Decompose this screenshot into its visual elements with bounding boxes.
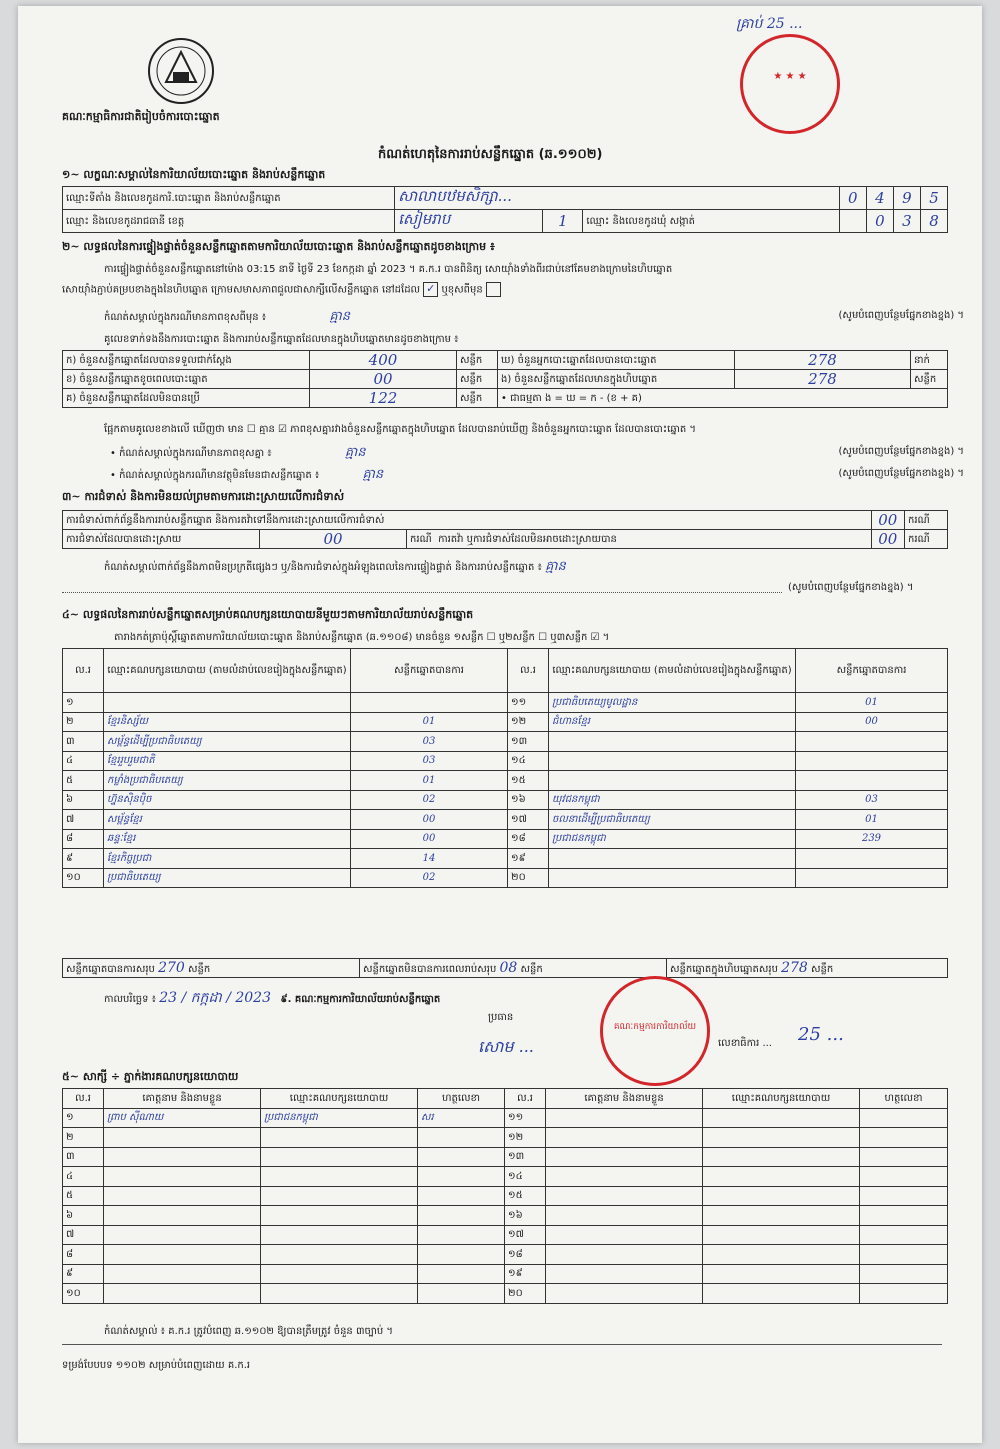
row-no: ៥ <box>63 1186 104 1206</box>
empty-cell <box>546 1225 703 1245</box>
date-value: 23 / កក្កដា / 2023 <box>159 990 271 1006</box>
empty-cell <box>418 1264 505 1284</box>
form-note: ទម្រង់បែបបទ ១១០២ សម្រាប់បំពេញដោយ គ.ក.រ <box>62 1360 251 1371</box>
col-name: គោត្តនាម និងនាមខ្លួន <box>104 1089 261 1109</box>
complaints-unit: ករណី <box>905 511 948 530</box>
commune-label: ឈ្មោះ និងលេខកូដឃុំ សង្កាត់ <box>583 210 839 233</box>
party-votes: 14 <box>351 849 508 869</box>
party-votes: 00 <box>796 712 948 732</box>
stamp-handwriting: គ្រាប់ 25 ... <box>736 16 803 32</box>
party-votes: 00 <box>351 829 508 849</box>
total-valid-value: 270 <box>158 959 185 976</box>
witness-row <box>63 1206 948 1226</box>
changed-label: ឬខុសពីមុន <box>441 284 483 296</box>
witness-row <box>63 1167 948 1187</box>
row-no: ១៣ <box>505 1147 546 1167</box>
empty-cell <box>418 1186 505 1206</box>
unit: សន្លឹក <box>187 963 211 975</box>
empty-cell <box>860 1206 948 1226</box>
row-no: ១៦ <box>505 1206 546 1226</box>
empty-cell <box>860 1186 948 1206</box>
empty-cell <box>104 1147 261 1167</box>
total-invalid <box>360 959 667 978</box>
empty-cell <box>104 1167 261 1187</box>
party-name: យុវជនកម្ពុជា <box>549 790 796 810</box>
figure-value: 400 <box>310 351 457 370</box>
empty-cell <box>546 1206 703 1226</box>
row-no: ១៣ <box>508 732 549 752</box>
party-votes <box>796 849 948 869</box>
empty-cell <box>104 1245 261 1265</box>
party-name <box>549 732 796 752</box>
results-table <box>62 648 948 888</box>
document-page <box>18 6 982 1443</box>
empty-cell <box>261 1225 418 1245</box>
col-party: ឈ្មោះគណបក្សនយោបាយ (តាមលំដាប់លេខរៀងក្នុងសន្លឹកឆ្នោត) <box>549 649 796 693</box>
col-sign: ហត្ថលេខា <box>418 1089 505 1109</box>
party-name: ហ្វ៊ុនស៊ិនប៉ិច <box>104 790 351 810</box>
figure-label: ឃ) ចំនួនអ្នកបោះឆ្នោតដែលបានបោះឆ្នោត <box>498 351 735 370</box>
table-row <box>63 771 948 791</box>
row-no: ៧ <box>63 1225 104 1245</box>
province-code-digit: 1 <box>543 210 583 233</box>
witness-row <box>63 1225 948 1245</box>
province-value: សៀមរាប <box>395 210 543 233</box>
resolved-value: 00 <box>260 530 407 549</box>
secretary-label: លេខាធិការ ... <box>718 1038 772 1049</box>
note-label: កំណត់សម្គាល់ក្នុងករណីមានភាពខុសពីមុន ៖ <box>104 312 267 323</box>
date-label: កាលបរិច្ឆេទ ៖ <box>104 994 157 1005</box>
empty-cell <box>261 1167 418 1187</box>
party-name <box>549 751 796 771</box>
empty-cell <box>418 1128 505 1148</box>
section4-intro: តារាងកត់ត្រាប៉ុស្តិ៍ឆ្នោតតាមការិយាល័យបោះឆ្នោត និងរាប់សន្លឹកឆ្នោត (ឆ.១១០៨) មានចំនួន ១សន្លឹក ☐ ឬ២សន្លឹក ☐ ឬ៣សន្លឹក ☑ ។ <box>114 632 610 643</box>
party-name: ប្រជាជនកម្ពុជា <box>549 829 796 849</box>
empty-cell <box>261 1147 418 1167</box>
party-votes: 00 <box>351 810 508 830</box>
party-name <box>549 868 796 888</box>
total-invalid-value: 08 <box>499 959 518 976</box>
irregularity-label: កំណត់សម្គាល់ពាក់ព័ន្ធនឹងភាពមិនប្រក្រតីផ្សេងៗ ឬ/និងការជំទាស់ក្នុងអំឡុងពេលនៃការផ្ទៀងផ្ទាត់ និងការរាប់សន្លឹកឆ្នោត ៖ <box>104 562 542 573</box>
table-row <box>63 693 948 713</box>
row-no: ២ <box>63 1128 104 1148</box>
empty-cell <box>418 1225 505 1245</box>
secretary-signature: 25 ... <box>798 1024 844 1045</box>
party-votes: 01 <box>796 810 948 830</box>
empty-cell <box>261 1245 418 1265</box>
empty-cell <box>546 1186 703 1206</box>
resolved-label: ការជំទាស់ដែលបានដោះស្រាយ <box>63 530 260 549</box>
col-votes: សន្លឹកឆ្នោតបានការ <box>351 649 508 693</box>
party-name: សម្ព័ន្ធខ្មែរ <box>104 810 351 830</box>
chair-signature: សោម ... <box>478 1037 534 1056</box>
row-no: ៩ <box>63 849 104 869</box>
figure-unit: សន្លឹក <box>457 370 498 389</box>
row-no: ១៧ <box>508 810 549 830</box>
same-checkbox[interactable]: ✓ <box>423 282 438 297</box>
empty-cell <box>104 1128 261 1148</box>
row-no: ១ <box>63 693 104 713</box>
page-title: កំណត់ហេតុនៃការរាប់សន្លឹកឆ្នោត (ឆ.១១០២) <box>378 147 603 162</box>
location-value: សាលាបឋមសិក្សា... <box>395 187 840 210</box>
resolved-unit: ករណី <box>410 533 432 545</box>
empty-cell <box>261 1128 418 1148</box>
figure-unit: នាក់ <box>911 351 948 370</box>
party-name: សម្ព័ន្ធដើម្បីប្រជាធិបតេយ្យ <box>104 732 351 752</box>
total-invalid-label: សន្លឹកឆ្នោតមិនបានការពេលរាប់សរុប <box>363 963 497 975</box>
figure-label: ង) ចំនួនសន្លឹកឆ្នោតដែលមានក្នុងហិបឆ្នោត <box>498 370 735 389</box>
chair-label: ប្រធាន <box>488 1012 514 1023</box>
party-name <box>549 849 796 869</box>
empty-cell <box>418 1284 505 1304</box>
figure-value: 278 <box>735 351 911 370</box>
witness-sign: សរ <box>418 1108 505 1128</box>
commune-code-digit: 3 <box>893 210 920 233</box>
row-no: ១៥ <box>505 1186 546 1206</box>
fill-hint: (សូមបំពេញបន្ថែមផ្នែកខាងខ្នង) ។ <box>838 310 964 321</box>
location-label: ឈ្មោះទីតាំង និងលេខកូដការិ.បោះឆ្នោត និងរាប់សន្លឹកឆ្នោត <box>63 187 395 210</box>
table-row <box>63 810 948 830</box>
table-row <box>63 712 948 732</box>
nec-logo <box>146 36 216 106</box>
verification-paragraph: ការផ្ទៀងផ្ទាត់ចំនួនសន្លឹកឆ្នោតនៅម៉ោង 03:15 នាទី ថ្ងៃទី 23 ខែកក្កដា ឆ្នាំ 2023 ។ គ.ក.រ បានពិនិត្យ សោយ៉ាំងទាំងពីរជាប់នៅគែមខាងក្រោមនៃហិបឆ្នោត <box>104 264 673 275</box>
official-stamp-top: ★ ★ ★ <box>740 34 840 134</box>
party-name: កម្លាំងប្រជាធិបតេយ្យ <box>104 771 351 791</box>
party-name: ឆន្ទៈខ្មែរ <box>104 829 351 849</box>
party-votes: 01 <box>351 712 508 732</box>
empty-cell <box>703 1128 860 1148</box>
unresolved-unit: ករណី <box>905 530 948 549</box>
witness-row <box>63 1108 948 1128</box>
empty-cell <box>261 1206 418 1226</box>
party-name: ប្រជាធិបតេយ្យ <box>104 868 351 888</box>
discrepancy-note <box>110 444 964 463</box>
empty-cell <box>418 1147 505 1167</box>
note-value: គ្មាន <box>329 309 350 324</box>
row-no: ១៨ <box>508 829 549 849</box>
row-no: ៣ <box>63 1147 104 1167</box>
row-no: ១៦ <box>508 790 549 810</box>
empty-cell <box>418 1206 505 1226</box>
party-votes: 03 <box>351 751 508 771</box>
row-no: ១៥ <box>508 771 549 791</box>
col-sign: ហត្ថលេខា <box>860 1089 948 1109</box>
committee-stamp <box>600 976 710 1086</box>
party-votes: 03 <box>796 790 948 810</box>
verification-text: សោយ៉ាំងភ្ជាប់គម្របខាងក្នុងនៃហិបឆ្នោត ក្រោមសមាសភាពជួលជាសាក្សីលើសន្លឹកឆ្នោត នៅដដែល <box>62 284 421 296</box>
witness-table <box>62 1088 948 1304</box>
row-no: ៧ <box>63 810 104 830</box>
empty-cell <box>860 1128 948 1148</box>
witness-row <box>63 1245 948 1265</box>
empty-cell <box>104 1225 261 1245</box>
table-row <box>63 751 948 771</box>
witness-name: ព្រាប សុីណាយ <box>104 1108 261 1128</box>
party-votes <box>796 732 948 752</box>
section1-heading: ១~ លក្ខណៈសម្គាល់នៃការិយាល័យបោះឆ្នោត និងរាប់សន្លឹកឆ្នោត <box>62 168 326 181</box>
complaints-table <box>62 510 948 549</box>
unresolved-value: 00 <box>871 530 904 549</box>
irregularity-note <box>104 558 964 577</box>
witness-party: ប្រជាជនកម្ពុជា <box>261 1108 418 1128</box>
row-no: ៨ <box>63 1245 104 1265</box>
total-valid-label: សន្លឹកឆ្នោតបានការសរុប <box>66 963 155 975</box>
formula-text: • ជាធម្មតា ង = ឃ = ក - (ខ + គ) <box>498 389 948 408</box>
empty-cell <box>860 1108 948 1128</box>
empty-cell <box>703 1225 860 1245</box>
empty-cell <box>418 1245 505 1265</box>
party-name <box>549 771 796 791</box>
figure-value: 122 <box>310 389 457 408</box>
row-no: ១១ <box>508 693 549 713</box>
row-no: ៩ <box>63 1264 104 1284</box>
total-box-value: 278 <box>781 959 808 976</box>
total-box-label: សន្លឹកឆ្នោតក្នុងហិបឆ្នោតសរុប <box>670 963 778 975</box>
empty-cell <box>546 1264 703 1284</box>
commune-code-digit: 8 <box>920 210 947 233</box>
section5-heading: ៥~ សាក្សី ÷ ភ្នាក់ងារគណបក្សនយោបាយ <box>62 1070 239 1083</box>
empty-cell <box>703 1108 860 1128</box>
party-name <box>104 693 351 713</box>
complaints-value: 00 <box>871 511 904 530</box>
row-no: ១៤ <box>508 751 549 771</box>
total-box <box>667 959 948 978</box>
party-votes: 02 <box>351 790 508 810</box>
row-no: ៨ <box>63 829 104 849</box>
empty-cell <box>418 1167 505 1187</box>
empty-cell <box>703 1245 860 1265</box>
empty-cell <box>104 1264 261 1284</box>
stamp-text: គណៈកម្មការការិយាល័យ <box>613 1022 697 1032</box>
row-no: ១០ <box>63 1284 104 1304</box>
discrepancy-note-value: គ្មាន <box>344 445 366 460</box>
figures-table <box>62 350 948 408</box>
empty-cell <box>546 1245 703 1265</box>
note-line <box>104 308 964 327</box>
empty-cell <box>261 1186 418 1206</box>
empty-cell <box>860 1225 948 1245</box>
discrepancy-note-label: • កំណត់សម្គាល់ក្នុងករណីមានភាពខុសគ្នា ៖ <box>110 448 272 459</box>
party-votes: 01 <box>796 693 948 713</box>
section2-heading: ២~ លទ្ធផលនៃការផ្ទៀងផ្ទាត់ចំនួនសន្លឹកឆ្នោតតាមការិយាល័យបោះឆ្នោត និងរាប់សន្លឹកឆ្នោតដូចខាងក្រោម ៖ <box>62 240 495 253</box>
witness-row <box>63 1186 948 1206</box>
row-no: ១០ <box>63 868 104 888</box>
empty-cell <box>546 1167 703 1187</box>
unit: សន្លឹក <box>520 963 543 975</box>
changed-checkbox[interactable] <box>486 282 501 297</box>
empty-cell <box>860 1167 948 1187</box>
unresolved-text: ការតវ៉ា ឬការជំទាស់ដែលមិនអាចដោះស្រាយបាន <box>438 533 617 545</box>
table-row <box>63 829 948 849</box>
province-label: ឈ្មោះ និងលេខកូដរាជធានី ខេត្ត <box>63 210 395 233</box>
figure-unit: សន្លឹក <box>457 389 498 408</box>
dotted-line <box>62 592 782 593</box>
code-cell <box>839 210 866 233</box>
empty-cell <box>703 1206 860 1226</box>
fill-hint: (សូមបំពេញបន្ថែមផ្នែកខាងខ្នង) ។ <box>838 446 964 457</box>
witness-row <box>63 1128 948 1148</box>
row-no: ១៩ <box>505 1264 546 1284</box>
table-row <box>63 868 948 888</box>
row-no: ៤ <box>63 1167 104 1187</box>
row-no: ៣ <box>63 732 104 752</box>
section1-table <box>62 186 948 233</box>
party-votes: 01 <box>351 771 508 791</box>
col-no: ល.រ <box>508 649 549 693</box>
witness-row <box>63 1264 948 1284</box>
figure-unit: សន្លឹក <box>911 370 948 389</box>
row-no: ១៧ <box>505 1225 546 1245</box>
party-name: ខ្មែរនិស្ស័យ <box>104 712 351 732</box>
party-name: ប្រជាធិបតេយ្យមូលដ្ឋាន <box>549 693 796 713</box>
empty-cell <box>261 1264 418 1284</box>
row-no: ២០ <box>505 1284 546 1304</box>
row-no: ៤ <box>63 751 104 771</box>
party-votes: 239 <box>796 829 948 849</box>
total-valid <box>63 959 360 978</box>
row-no: ៦ <box>63 790 104 810</box>
table-row <box>63 790 948 810</box>
party-name: ជំហានខ្មែរ <box>549 712 796 732</box>
empty-cell <box>703 1147 860 1167</box>
totals-table <box>62 958 948 978</box>
row-no: ១១ <box>505 1108 546 1128</box>
empty-cell <box>860 1245 948 1265</box>
fill-hint: (សូមបំពេញបន្ថែមផ្នែកខាងខ្នង) ។ <box>788 582 914 593</box>
verification-paragraph-2 <box>62 282 942 298</box>
table-row <box>63 732 948 752</box>
col-party: ឈ្មោះគណបក្សនយោបាយ <box>703 1089 860 1109</box>
party-votes: 02 <box>351 868 508 888</box>
row-no: ១៨ <box>505 1245 546 1265</box>
col-party: ឈ្មោះគណបក្សនយោបាយ (តាមលំដាប់លេខរៀងក្នុងសន្លឹកឆ្នោត) <box>104 649 351 693</box>
empty-cell <box>703 1186 860 1206</box>
location-code-digit: 4 <box>866 187 893 210</box>
table-row <box>63 849 948 869</box>
party-votes: 03 <box>351 732 508 752</box>
irregularity-value: គ្មាន <box>545 559 566 574</box>
empty-cell <box>703 1264 860 1284</box>
figure-label: ខ) ចំនួនសន្លឹកឆ្នោតខូចពេលបោះឆ្នោត <box>63 370 310 389</box>
col-no: ល.រ <box>63 649 104 693</box>
figure-value: 278 <box>735 370 911 389</box>
location-code-digit: 9 <box>893 187 920 210</box>
empty-cell <box>703 1284 860 1304</box>
party-votes <box>351 693 508 713</box>
unit: សន្លឹក <box>811 963 834 975</box>
party-votes <box>796 868 948 888</box>
footer-note: កំណត់សម្គាល់ ៖ គ.ក.រ ត្រូវបំពេញ ឆ.១១០២ ឱ្យបានត្រឹមត្រូវ ចំនួន ៣ច្បាប់ ។ <box>104 1326 393 1337</box>
empty-cell <box>104 1284 261 1304</box>
row-no: ២ <box>63 712 104 732</box>
empty-cell <box>546 1147 703 1167</box>
col-name: គោត្តនាម និងនាមខ្លួន <box>546 1089 703 1109</box>
foreign-object-note <box>110 466 964 485</box>
party-votes <box>796 751 948 771</box>
party-votes <box>796 771 948 791</box>
figure-label: ក) ចំនួនសន្លឹកឆ្នោតដែលបានទទួលជាក់ស្តែង <box>63 351 310 370</box>
location-code-digit: 5 <box>920 187 947 210</box>
col-no: ល.រ <box>505 1089 546 1109</box>
foreign-object-value: គ្មាន <box>362 467 384 482</box>
row-no: ១៤ <box>505 1167 546 1187</box>
section4-heading: ៤~ លទ្ធផលនៃការរាប់សន្លឹកឆ្នោតសម្រាប់គណបក្សនយោបាយនីមួយៗតាមការិយាល័យរាប់សន្លឹកឆ្នោត <box>62 608 474 621</box>
section3-heading: ៣~ ការជំទាស់ និងការមិនយល់ព្រមតាមការដោះស្រាយលើការជំទាស់ <box>62 490 345 503</box>
empty-cell <box>860 1264 948 1284</box>
party-name: ចលនាដើម្បីប្រជាធិបតេយ្យ <box>549 810 796 830</box>
row-no: ៥ <box>63 771 104 791</box>
party-name: ខ្មែរកិច្ចប្រជា <box>104 849 351 869</box>
committee-label: ៩. គណៈកម្មការការិយាល័យរាប់សន្លឹកឆ្នោត <box>280 994 441 1005</box>
foreign-object-label: • កំណត់សម្គាល់ក្នុងករណីមានវត្ថុមិនមែនជាសន្លឹកឆ្នោត ៖ <box>110 470 320 481</box>
empty-cell <box>546 1284 703 1304</box>
empty-cell <box>104 1206 261 1226</box>
party-name: ខ្មែររួបរួមជាតិ <box>104 751 351 771</box>
row-no: ១២ <box>505 1128 546 1148</box>
col-party: ឈ្មោះគណបក្សនយោបាយ <box>261 1089 418 1109</box>
empty-cell <box>860 1284 948 1304</box>
complaints-label: ការជំទាស់ពាក់ព័ន្ធនឹងការរាប់សន្លឹកឆ្នោត និងការតវ៉ាទៅនឹងការដោះស្រាយលើការជំទាស់ <box>63 511 872 530</box>
discrepancy-statement: ផ្អែកតាមគូលេខខាងលើ ឃើញថា មាន ☐ គ្មាន ☑ ភាពខុសគ្នារវាងចំនួនសន្លឹកឆ្នោតក្នុងហិបឆ្នោត ដែលបានរាប់ឃើញ និងចំនួនអ្នកបោះឆ្នោត ដែលបានបោះឆ្នោត ។ <box>104 424 696 435</box>
empty-cell <box>703 1167 860 1187</box>
figure-label: គ) ចំនួនសន្លឹកឆ្នោតដែលមិនបានប្រើ <box>63 389 310 408</box>
location-code-digit: 0 <box>839 187 866 210</box>
col-no: ល.រ <box>63 1089 104 1109</box>
witness-row <box>63 1147 948 1167</box>
empty-cell <box>860 1147 948 1167</box>
row-no: ៦ <box>63 1206 104 1226</box>
row-no: ១ <box>63 1108 104 1128</box>
empty-cell <box>546 1108 703 1128</box>
figure-value: 00 <box>310 370 457 389</box>
unresolved-label <box>407 530 872 549</box>
witness-row <box>63 1284 948 1304</box>
footer-divider <box>62 1344 942 1345</box>
empty-cell <box>546 1128 703 1148</box>
row-no: ១៩ <box>508 849 549 869</box>
date-line <box>104 988 440 1009</box>
empty-cell <box>104 1186 261 1206</box>
fill-hint: (សូមបំពេញបន្ថែមផ្នែកខាងខ្នង) ។ <box>838 468 964 479</box>
col-votes: សន្លឹកឆ្នោតបានការ <box>796 649 948 693</box>
figure-unit: សន្លឹក <box>457 351 498 370</box>
org-name: គណៈកម្មាធិការជាតិរៀបចំការបោះឆ្នោត <box>62 110 220 123</box>
commune-code-digit: 0 <box>866 210 893 233</box>
empty-cell <box>261 1284 418 1304</box>
row-no: ១២ <box>508 712 549 732</box>
figures-intro: គូលេខទាក់ទងនឹងការបោះឆ្នោត និងការរាប់សន្លឹកឆ្នោតដែលមានក្នុងហិបឆ្នោតមានដូចខាងក្រោម ៖ <box>104 334 459 345</box>
row-no: ២០ <box>508 868 549 888</box>
